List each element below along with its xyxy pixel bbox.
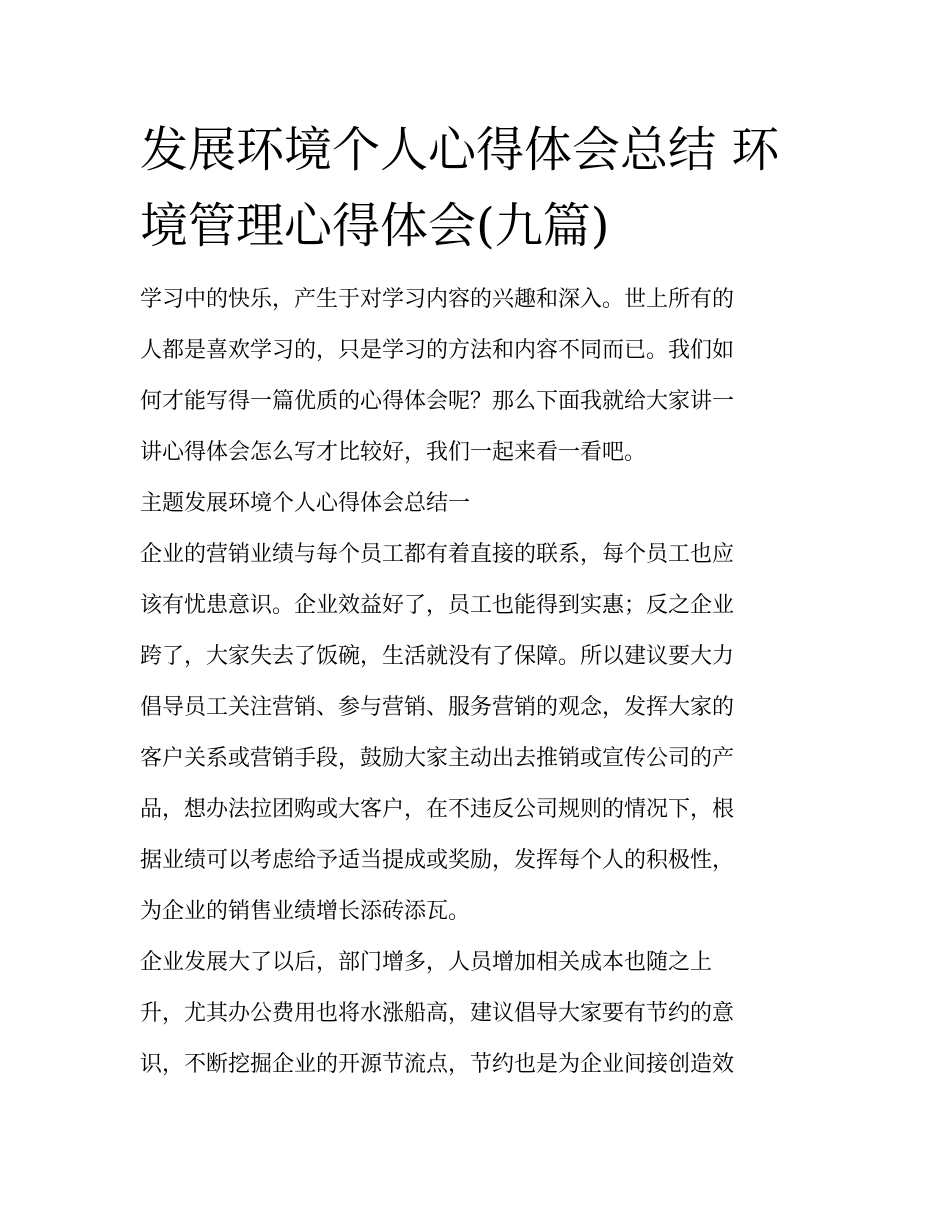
body-line: 为企业的销售业绩增长添砖添瓦。 bbox=[140, 899, 471, 924]
body-line: 企业的营销业绩与每个员工都有着直接的联系，每个员工也应 bbox=[140, 542, 735, 567]
body-line: 人都是喜欢学习的，只是学习的方法和内容不同而已。我们如 bbox=[140, 338, 735, 363]
body-line: 讲心得体会怎么写才比较好，我们一起来看一看吧。 bbox=[140, 440, 647, 465]
body-line: 品，想办法拉团购或大客户，在不违反公司规则的情况下，根 bbox=[140, 797, 735, 822]
document-body bbox=[140, 274, 812, 1090]
document-title bbox=[140, 112, 812, 264]
body-line: 该有忧患意识。企业效益好了，员工也能得到实惠；反之企业 bbox=[140, 593, 735, 618]
body-line: 何才能写得一篇优质的心得体会呢？那么下面我就给大家讲一 bbox=[140, 389, 735, 414]
section-heading: 主题发展环境个人心得体会总结一 bbox=[140, 491, 471, 516]
body-line: 客户关系或营销手段，鼓励大家主动出去推销或宣传公司的产 bbox=[140, 746, 735, 771]
body-line: 据业绩可以考虑给予适当提成或奖励，发挥每个人的积极性， bbox=[140, 848, 735, 873]
body-line: 升，尤其办公费用也将水涨船高，建议倡导大家要有节约的意 bbox=[140, 1001, 735, 1026]
title-line-1: 发展环境个人心得体会总结 环 bbox=[140, 122, 780, 178]
title-line-2: 境管理心得体会(九篇) bbox=[140, 198, 610, 254]
body-line: 跨了，大家失去了饭碗，生活就没有了保障。所以建议要大力 bbox=[140, 644, 735, 669]
body-line: 企业发展大了以后，部门增多，人员增加相关成本也随之上 bbox=[140, 950, 713, 975]
body-line: 识，不断挖掘企业的开源节流点，节约也是为企业间接创造效 bbox=[140, 1052, 735, 1077]
body-line: 倡导员工关注营销、参与营销、服务营销的观念，发挥大家的 bbox=[140, 695, 735, 720]
body-line: 学习中的快乐，产生于对学习内容的兴趣和深入。世上所有的 bbox=[140, 287, 735, 312]
